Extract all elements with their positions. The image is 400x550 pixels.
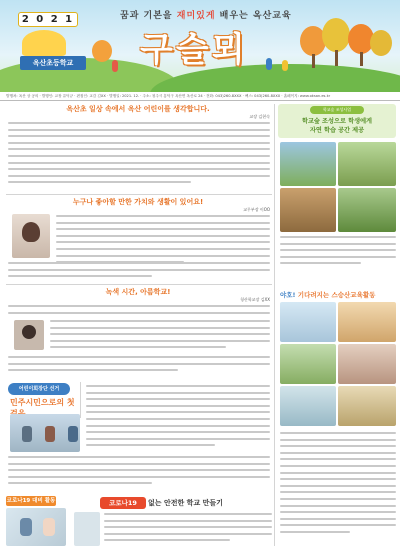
section-title: 코로나19 대비 활동 <box>6 498 56 504</box>
school-illustration <box>22 30 66 56</box>
school-forest-photo <box>338 188 396 232</box>
school-forest-photo <box>280 142 336 186</box>
article-title: 옥산초 일상 속에서 옥산 어린이를 생각합니다. <box>66 105 210 113</box>
activity-photo <box>338 386 396 426</box>
school-forest-banner <box>278 104 396 138</box>
activity-photo <box>338 302 396 342</box>
teacher-photo <box>12 214 50 258</box>
school-forest-photo <box>338 142 396 186</box>
divider <box>6 194 272 195</box>
section-title: 야호! 기다려지는 스승산교육활동 <box>280 291 376 299</box>
article-title: 녹색 시간, 아름학교! <box>105 288 171 296</box>
activity-photo <box>338 344 396 384</box>
slogan: 꿈과 기본을 재미있게 배우는 옥산교육 <box>120 11 292 21</box>
article-body <box>280 432 396 544</box>
article-body <box>8 356 270 378</box>
column-divider <box>274 104 275 546</box>
article-body <box>8 122 270 190</box>
article-body <box>50 320 270 354</box>
author-photo <box>14 320 44 350</box>
section-badge: 어린이회장단 선거 <box>8 383 70 395</box>
newspaper-title: 구슬뫼 <box>140 30 248 70</box>
article-body <box>104 513 272 547</box>
article-title: 누구나 좋아할 만한 가치와 생활이 있어요! <box>72 198 204 206</box>
tree-icon <box>370 30 392 56</box>
banner-line: 학교숲 조성으로 학생에게 <box>301 118 373 125</box>
masthead-banner <box>0 0 400 92</box>
article-body <box>8 456 270 492</box>
article-body <box>86 385 270 451</box>
article-author: 교무부장 이OO <box>243 207 270 212</box>
banner-line: 자연 학습 공간 제공 <box>309 127 365 134</box>
activity-photo <box>280 302 336 342</box>
publication-info: 발행처: 옥산 상 공의 · 발행인: 교장 유덕규 · 편집인: 교감 김XX · 발행일: 2021. 12. · 주소: 청주시 흥덕구 옥산면 옥산로 24 · 전화: 043)260-8XXX · 팩스: 043)260-8XXX · 홈페이지: www.oksan.es.kr <box>0 92 400 101</box>
article-author: 교장 김현숙 <box>249 114 270 119</box>
article-author: 청산학교장 김XX <box>240 297 270 302</box>
article-body <box>8 305 270 319</box>
activity-photo <box>280 386 336 426</box>
school-forest-photo <box>280 188 336 232</box>
article-title: 민주시민으로의 첫 <box>10 398 75 407</box>
tree-icon <box>92 40 112 62</box>
issue-year: 2 0 2 1 <box>18 12 78 27</box>
corona-tag: 코로나19 <box>100 497 146 509</box>
activity-photo <box>280 344 336 384</box>
election-photo <box>10 414 80 452</box>
school-name: 옥산초등학교 <box>20 56 86 70</box>
hand-sanitizer-photo <box>74 512 100 546</box>
tree-icon <box>322 18 350 52</box>
article-body <box>8 262 270 280</box>
article-title: 없는 안전한 학교 만들기 <box>148 499 223 507</box>
article-body <box>56 215 270 267</box>
corona-activity-photo <box>6 508 66 546</box>
article-body <box>280 236 396 272</box>
divider <box>6 284 272 285</box>
banner-label: 학교숲 조성사업 <box>310 106 364 114</box>
